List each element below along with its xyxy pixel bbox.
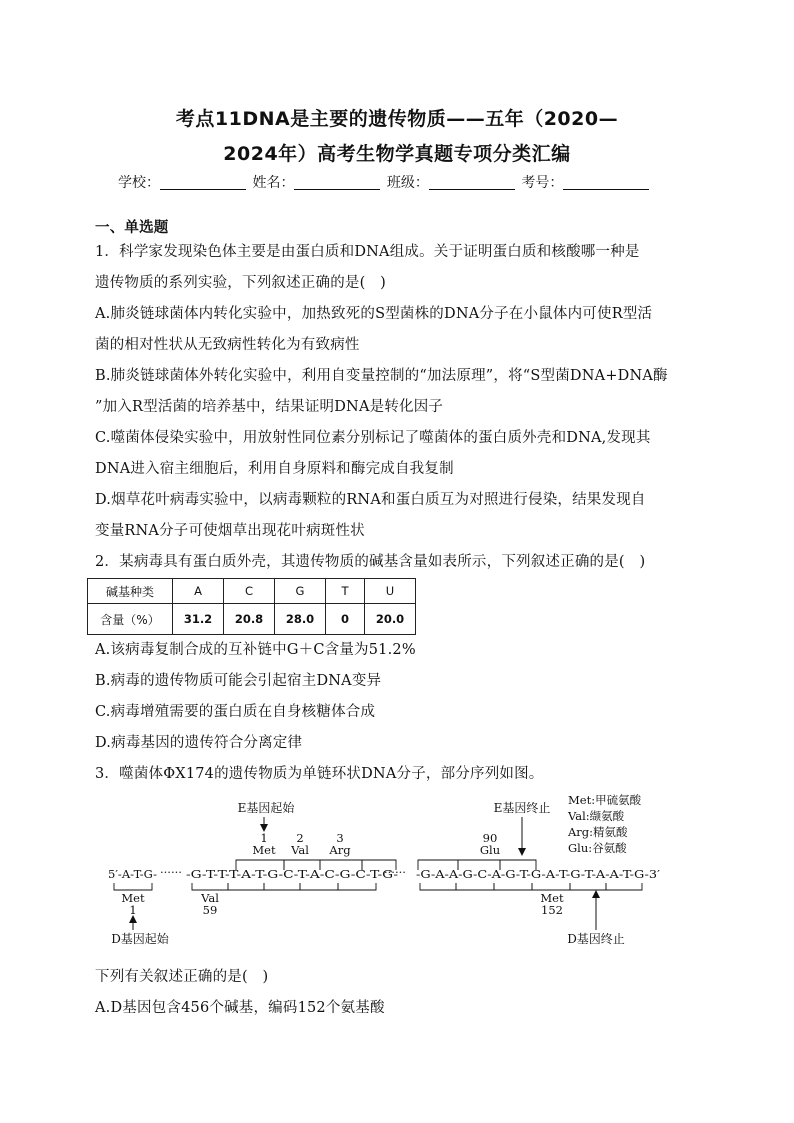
table-cell: 20.8 — [224, 604, 275, 635]
codon-bracket — [532, 883, 570, 890]
school-label: 学校： — [118, 175, 160, 191]
section-heading: 一、单选题 — [95, 220, 169, 236]
top-number: 90 — [482, 831, 498, 845]
name-label: 姓名： — [252, 175, 295, 191]
e-gene-end-label: E基因终止 — [493, 801, 551, 815]
table-cell: A — [173, 579, 224, 604]
table-cell: U — [365, 579, 416, 604]
codon-bracket — [570, 883, 606, 890]
q1-option-d-line-2: 变量RNA分子可使烟草出现花叶病斑性状 — [95, 523, 365, 539]
table-cell: 20.0 — [365, 604, 416, 635]
codon-bracket — [494, 883, 532, 890]
title-line-1: 考点11DNA是主要的遗传物质——五年（2020— — [175, 108, 619, 130]
q1-option-a-line-2: 菌的相对性状从无致病性转化为有致病性 — [95, 337, 360, 353]
top-amino-acid: Met — [252, 843, 276, 857]
top-amino-acid: Glu — [479, 843, 501, 857]
bottom-amino-acid: Met — [121, 891, 145, 905]
table-cell: 0 — [326, 604, 365, 635]
q1-option-c-line-1: C.噬菌体侵染实验中，用放射性同位素分别标记了噬菌体的蛋白质外壳和DNA,发现其 — [95, 430, 651, 446]
d-gene-start-label: D基因起始 — [111, 932, 169, 946]
bottom-number: 59 — [202, 903, 218, 917]
q1-option-b-line-1: B.肺炎链球菌体外转化实验中，利用自变量控制的“加法原理”，将“S型菌DNA+DNA酶 — [95, 368, 668, 384]
q3-option-a: A.D基因包含456个碱基，编码152个氨基酸 — [95, 1000, 385, 1016]
codon-bracket — [228, 883, 264, 890]
sequence-left: 5′-A-T-G- — [108, 867, 157, 881]
table-cell: 含量（%） — [88, 604, 173, 635]
sequence-dots: ······ — [160, 865, 182, 879]
q1-stem-line-1: 1．科学家发现染色体主要是由蛋白质和DNA组成。关于证明蛋白质和核酸哪一种是 — [95, 244, 640, 260]
codon-bracket — [420, 883, 456, 890]
codon-bracket — [192, 883, 228, 890]
table-row — [88, 604, 416, 635]
bottom-number: 152 — [541, 903, 563, 917]
q1-option-d-line-1: D.烟草花叶病毒实验中，以病毒颗粒的RNA和蛋白质互为对照进行侵染，结果发现自 — [95, 492, 646, 508]
codon-bracket — [606, 883, 642, 890]
codon-bracket — [456, 883, 494, 890]
q1-stem-line-2: 遗传物质的系列实验，下列叙述正确的是( ) — [95, 275, 387, 291]
q3-stem: 3．噬菌体ΦX174的遗传物质为单链环状DNA分子，部分序列如图。 — [95, 766, 544, 782]
title-line-2: 2024年）高考生物学真题专项分类汇编 — [223, 143, 571, 165]
school-blank[interactable] — [160, 175, 246, 190]
table-cell: T — [326, 579, 365, 604]
q2-option-d: D.病毒基因的遗传符合分离定律 — [95, 735, 303, 751]
legend-entry: Val:缬氨酸 — [568, 809, 625, 823]
dna-sequence-diagram — [100, 790, 700, 950]
table-cell: 31.2 — [173, 604, 224, 635]
codon-bracket — [338, 883, 376, 890]
top-number: 3 — [336, 831, 344, 845]
legend-entry: Arg:精氨酸 — [568, 825, 628, 839]
sequence-dots: ······ — [384, 865, 406, 879]
name-blank[interactable] — [294, 175, 380, 190]
sequence-right: -G-A-A-G-C-A-G-T-G-A-T-G-T-A-A-T-G-3′ — [416, 867, 661, 881]
table-cell: C — [224, 579, 275, 604]
student-info-row — [118, 172, 649, 192]
d-gene-end-label: D基因终止 — [567, 932, 625, 946]
q1-option-a-line-1: A.肺炎链球菌体内转化实验中，加热致死的S型菌株的DNA分子在小鼠体内可使R型活 — [95, 306, 653, 322]
class-label: 班级： — [386, 175, 429, 191]
exam-no-blank[interactable] — [563, 175, 649, 190]
top-amino-acid: Arg — [329, 843, 351, 857]
q1-option-c-line-2: DNA进入宿主细胞后，利用自身原料和酶完成自我复制 — [95, 461, 454, 477]
table-cell: 碱基种类 — [88, 579, 173, 604]
codon-bracket — [114, 883, 152, 890]
codon-bracket — [264, 883, 300, 890]
sequence-middle: -G-T-T-T-A-T-G-C-T-A-C-G-C-T-G- — [186, 867, 399, 881]
top-amino-acid: Val — [291, 843, 309, 857]
top-number: 1 — [260, 831, 268, 845]
q2-option-a: A.该病毒复制合成的互补链中G＋C含量为51.2% — [95, 642, 416, 658]
class-blank[interactable] — [429, 175, 515, 190]
q3-prompt: 下列有关叙述正确的是( ) — [95, 969, 269, 985]
q2-option-c: C.病毒增殖需要的蛋白质在自身核糖体合成 — [95, 704, 376, 720]
codon-bracket — [300, 883, 338, 890]
q2-option-b: B.病毒的遗传物质可能会引起宿主DNA变异 — [95, 673, 382, 689]
bottom-amino-acid: Val — [201, 891, 219, 905]
q2-stem: 2．某病毒具有蛋白质外壳，其遗传物质的碱基含量如表所示，下列叙述正确的是( ) — [95, 554, 646, 570]
table-cell: 28.0 — [275, 604, 326, 635]
e-gene-start-label: E基因起始 — [237, 801, 295, 815]
bottom-amino-acid: Met — [540, 891, 564, 905]
top-number: 2 — [296, 831, 304, 845]
bottom-number: 1 — [129, 903, 137, 917]
base-content-table — [87, 578, 416, 635]
q1-option-b-line-2: ”加入R型活菌的培养基中，结果证明DNA是转化因子 — [95, 399, 444, 415]
exam-no-label: 考号： — [521, 175, 564, 191]
legend-entry: Glu:谷氨酸 — [568, 841, 627, 855]
legend-entry: Met:甲硫氨酸 — [568, 793, 642, 807]
table-header-row — [88, 579, 416, 604]
table-cell: G — [275, 579, 326, 604]
